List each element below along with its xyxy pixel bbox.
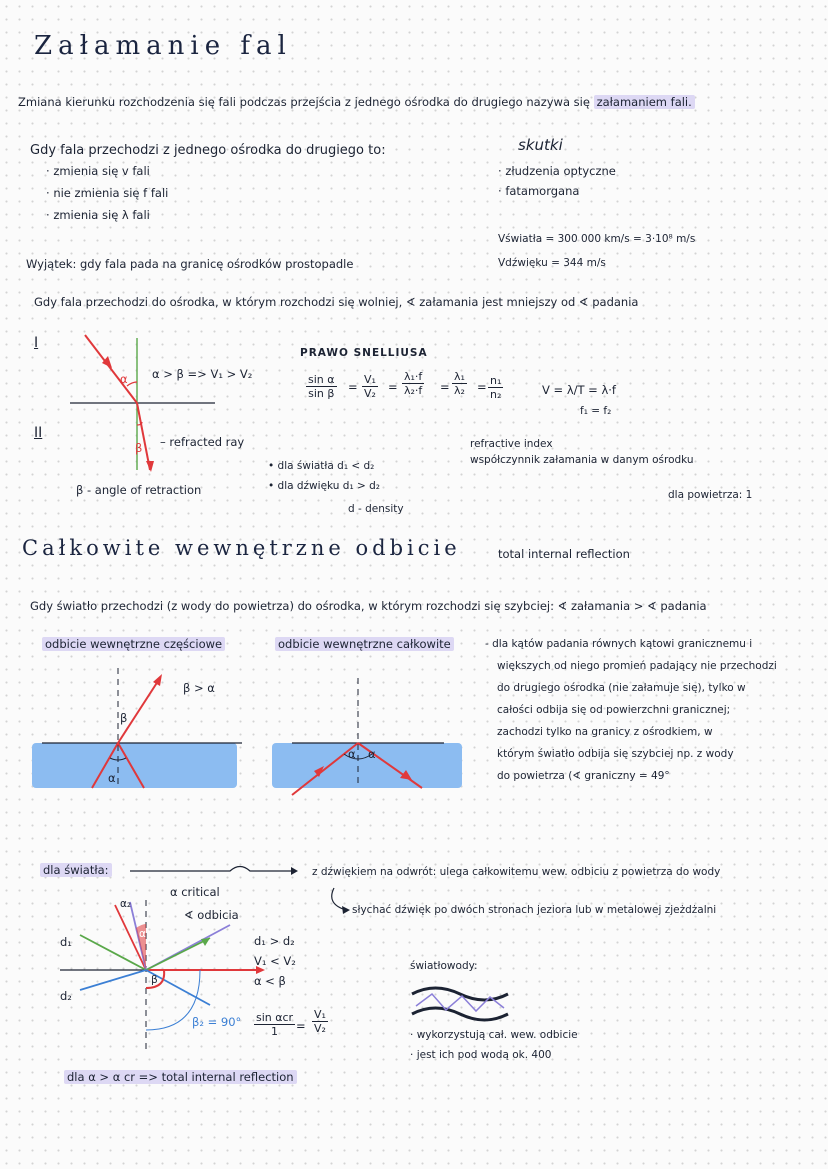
slower-medium-note: Gdy fala przechodzi do ośrodka, w którym rozchodzi się wolniej, ∢ załamania jest mniejszy od ∢ padania bbox=[34, 295, 639, 309]
refracted-arrow bbox=[146, 461, 154, 472]
critical-sin-ratio: sin αcr 1 bbox=[256, 1011, 294, 1038]
critical-velocity-ratio: $\frac{\text{V₁}}{\text{V₂}}$ bbox=[314, 1008, 326, 1035]
partial-relation: β > α bbox=[183, 681, 215, 695]
sound-note-2: słychać dźwięk po dwóch stronach jeziora lub w metalowej zjeżdżalni bbox=[352, 904, 717, 916]
total-text-7: do powietrza (∢ graniczny = 49° bbox=[497, 770, 670, 782]
partial-beta: β bbox=[120, 711, 128, 725]
tir-intro: Gdy światło przechodzi (z wody do powietrza) do ośrodka, w którym rozchodzi się szybciej: ∢ załamania > ∢ padania bbox=[30, 599, 707, 613]
light-diagram-label: dla światła: bbox=[40, 864, 112, 877]
refractive-index-label: refractive index bbox=[470, 438, 553, 450]
sound-density-case: • dla dźwięku d₁ > d₂ bbox=[268, 480, 380, 492]
snell-sin-ratio: $\frac{\text{sin α}}{\text{sin β}}$ bbox=[308, 373, 335, 400]
angle-relation: α < β bbox=[254, 974, 286, 988]
refracted-ray-label: – refracted ray bbox=[160, 435, 245, 449]
beta-label: β bbox=[135, 441, 143, 455]
definition-highlight: załamaniem fali. bbox=[594, 95, 695, 109]
light-critical-diagram bbox=[60, 880, 280, 1060]
total-alpha: α bbox=[348, 747, 356, 761]
refractive-index-pl: współczynnik załamania w danym ośrodku bbox=[470, 454, 694, 466]
beta-label: β bbox=[151, 974, 158, 986]
tir-condition: dla α > α cr => total internal reflection bbox=[64, 1071, 297, 1084]
alpha2-label: α₂ bbox=[120, 898, 132, 910]
total-text-4: całości odbija się od powierzchni granicznej; bbox=[497, 704, 731, 716]
green-ray bbox=[80, 935, 146, 970]
wave-velocity-formula: V = λ/T = λ·f bbox=[542, 383, 616, 397]
tir-english: total internal reflection bbox=[498, 547, 630, 561]
total-text-5: zachodzi tylko na granicy z ośrodkiem, w bbox=[497, 726, 713, 738]
velocity-relation: V₁ < V₂ bbox=[254, 954, 296, 968]
medium-1-label: I bbox=[34, 335, 39, 351]
alpha-arc bbox=[127, 382, 137, 386]
fiber-note-2: · jest ich pod wodą ok. 400 bbox=[410, 1049, 552, 1061]
total-text-6: którym światło odbija się szybciej np. z wody bbox=[497, 748, 734, 760]
total-text-2: większych od niego promień padający nie przechodzi bbox=[497, 660, 777, 672]
effects-title: skutki bbox=[518, 136, 563, 154]
alpha-label: α bbox=[120, 372, 128, 386]
total-reflection-diagram bbox=[272, 660, 472, 790]
speed-light: Vświatła = 300 000 km/s = 3·10⁸ m/s bbox=[498, 233, 696, 245]
passing-item: · zmienia się λ fali bbox=[46, 208, 150, 222]
snell-wavelength-freq-ratio: $\frac{\text{λ₁·f}}{\text{λ₂·f}}$ bbox=[404, 370, 423, 397]
alpha-label: α bbox=[139, 928, 146, 940]
d1-label: d₁ bbox=[60, 935, 72, 949]
blue-ray bbox=[80, 970, 146, 990]
air-index: dla powietrza: 1 bbox=[668, 489, 753, 501]
snell-index-ratio: $\frac{\text{n₁}}{\text{n₂}}$ bbox=[490, 374, 502, 401]
total-reflection-label: odbicie wewnętrzne całkowite bbox=[275, 638, 454, 651]
refraction-diagram bbox=[30, 330, 260, 490]
reflection-angle-label: ∢ odbicia bbox=[184, 908, 239, 922]
incident-ray bbox=[85, 335, 137, 403]
beta-definition: β - angle of retraction bbox=[76, 483, 202, 497]
light-to-sound-arrow bbox=[130, 860, 300, 882]
critical-label: α critical bbox=[170, 885, 220, 899]
snell-title: PRAWO SNELLIUSA bbox=[300, 347, 428, 359]
definition bbox=[18, 96, 695, 109]
partial-reflection-label: odbicie wewnętrzne częściowe bbox=[42, 638, 225, 651]
total-text-1: - dla kątów padania równych kątowi granicznemu i bbox=[485, 638, 753, 650]
fiber-title: światłowody: bbox=[410, 960, 478, 972]
fiber-note-1: · wykorzystują cał. wew. odbicie bbox=[410, 1029, 578, 1041]
tir-title: Całkowite wewnętrzne odbicie bbox=[22, 536, 461, 560]
total-alpha-2: α bbox=[368, 747, 376, 761]
light-density-case: • dla światła d₁ < d₂ bbox=[268, 460, 375, 472]
frequency-equality: f₁ = f₂ bbox=[580, 405, 612, 417]
sound-note-1: z dźwiękiem na odwrót: ulega całkowitemu wew. odbiciu z powietrza do wody bbox=[312, 866, 721, 878]
density-definition: d - density bbox=[348, 503, 404, 515]
speed-sound: Vdźwięku = 344 m/s bbox=[498, 257, 606, 269]
fiber-diagram bbox=[410, 984, 510, 1024]
effects-item: · fatamorgana bbox=[498, 184, 580, 198]
passing-intro: Gdy fala przechodzi z jednego ośrodka do drugiego to: bbox=[30, 143, 386, 158]
exception-note: Wyjątek: gdy fala pada na granicę ośrodków prostopadle bbox=[26, 257, 354, 271]
passing-item: · zmienia się v fali bbox=[46, 164, 150, 178]
partial-reflection-diagram bbox=[32, 660, 252, 790]
definition-text: Zmiana kierunku rozchodzenia się fali podczas przejścia z jednego ośrodka do drugiego nazywa się bbox=[18, 95, 594, 109]
passing-item: · nie zmienia się f fali bbox=[46, 186, 169, 200]
refracted-arrow bbox=[153, 674, 162, 686]
partial-alpha: α bbox=[108, 771, 116, 785]
beta2-label: β₂ = 90° bbox=[192, 1015, 242, 1029]
snell-wavelength-ratio: $\frac{\text{λ₁}}{\text{λ₂}}$ bbox=[454, 370, 465, 397]
effects-item: · złudzenia optyczne bbox=[498, 164, 616, 178]
refracted-ray bbox=[137, 403, 150, 470]
medium-2-label: II bbox=[34, 425, 43, 441]
density-relation: d₁ > d₂ bbox=[254, 934, 295, 948]
green-reflected bbox=[146, 938, 210, 970]
total-text-3: do drugiego ośrodka (nie załamuje się), tylko w bbox=[497, 682, 746, 694]
velocity-relation: α > β => V₁ > V₂ bbox=[152, 367, 253, 381]
water-area bbox=[32, 743, 237, 788]
snell-velocity-ratio: $\frac{\text{V₁}}{\text{V₂}}$ bbox=[364, 373, 376, 400]
d2-label: d₂ bbox=[60, 989, 72, 1003]
page-title: Załamanie fal bbox=[34, 31, 292, 61]
